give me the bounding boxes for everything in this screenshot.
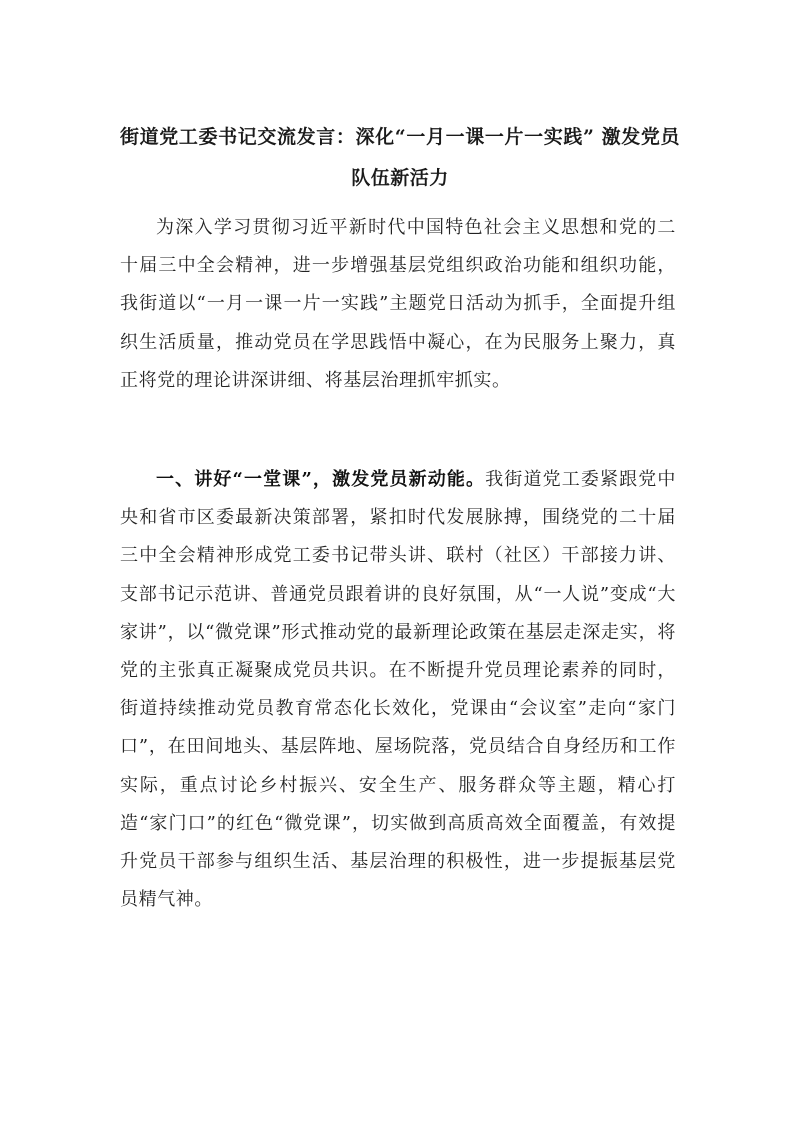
body-paragraph-section-one xyxy=(120,461,676,919)
document-title: 街道党工委书记交流发言：深化“一月一课一片一实践” 激发党员队伍新活力 xyxy=(120,126,680,189)
body-paragraph-intro xyxy=(120,209,676,400)
paragraph-text: 为深入学习贯彻习近平新时代中国特色社会主义思想和党的二十届三中全会精神，进一步增强基层党组织政治功能和组织功能，我街道以“一月一课一片一实践”主题党日活动为抓手，全面提升组织生活质量，推动党员在学思践悟中凝心，在为民服务上聚力，真正将党的理论讲深讲细、将基层治理抓牢抓实。 xyxy=(120,217,676,391)
section-heading: 一、讲好“一堂课”，激发党员新动能。 xyxy=(156,469,486,490)
paragraph-text: 我街道党工委紧跟党中央和省市区委最新决策部署，紧扣时代发展脉搏，围绕党的二十届三中全会精神形成党工委书记带头讲、联村（社区）干部接力讲、支部书记示范讲、普通党员跟着讲的良好氛围，从“一人说”变成“大家讲”，以“微党课”形式推动党的最新理论政策在基层走深走实，将党的主张真正凝聚成党员共识。在不断提升党员理论素养的同时，街道持续推动党员教育常态化长效化，党课由“会议室”走向“家门口”，在田间地头、基层阵地、屋场院落，党员结合自身经历和工作实际，重点讨论乡村振兴、安全生产、服务群众等主题，精心打造“家门口”的红色“微党课”，切实做到高质高效全面覆盖，有效提升党员干部参与组织生活、基层治理的积极性，进一步提振基层党员精气神。 xyxy=(120,469,677,911)
